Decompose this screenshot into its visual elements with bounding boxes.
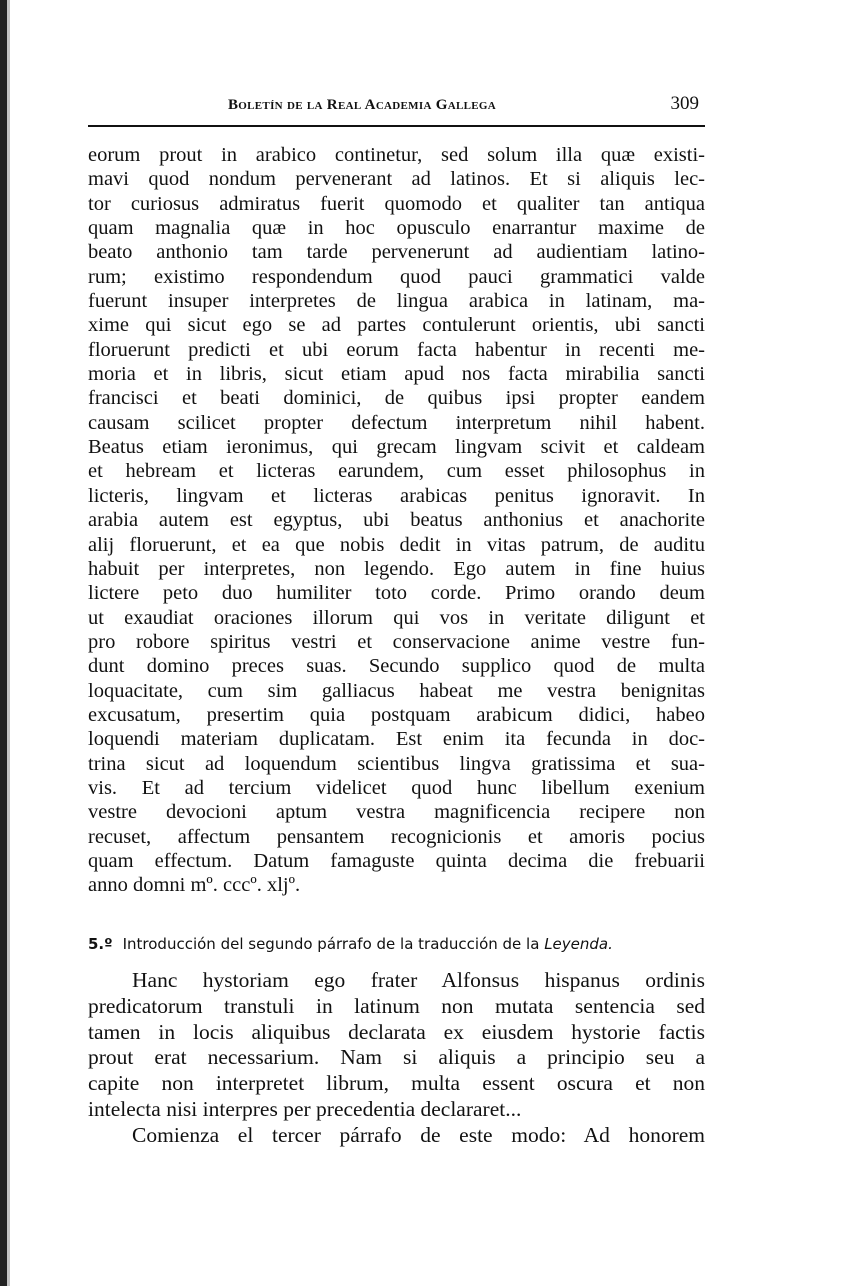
text-line: et hebream et licteras earundem, cum esset philosophus in: [88, 460, 705, 483]
text-line: loquendi materiam duplicatam. Est enim ita fecunda in doc-: [88, 728, 705, 751]
text-line: francisci et beati dominici, de quibus ipsi propter eandem: [88, 387, 705, 410]
text-line: ut exaudiat oraciones illorum qui vos in veritate diligunt et: [88, 606, 705, 629]
text-line: pro robore spiritus vestri et conservacione anime vestre fun-: [88, 630, 705, 653]
text-line: quam magnalia quæ in hoc opusculo enarrantur maxime de: [88, 217, 705, 240]
section-number: 5.º: [88, 935, 113, 953]
text-line: loquacitate, cum sim galliacus habeat me vestra benignitas: [88, 679, 705, 702]
text-line: tor curiosus admiratus fuerit quomodo et qualiter tan antiqua: [88, 192, 705, 215]
text-line: excusatum, presertim quia postquam arabicum didici, habeo: [88, 703, 705, 726]
text-line: tamen in locis aliquibus declarata ex eiusdem hystorie factis: [88, 1019, 705, 1044]
header-rule: [88, 125, 705, 127]
text-line: intelecta nisi interpres per precedentia declararet...: [88, 1096, 522, 1121]
text-line: habuit per interpretes, non legendo. Ego autem in fine huius: [88, 557, 705, 580]
text-line: quam effectum. Datum famaguste quinta decima die frebuarii: [88, 849, 705, 872]
text-line: vestre devocioni aptum vestra magnificencia recipere non: [88, 801, 705, 824]
section-title: Introducción del segundo párrafo de la traducción de la: [122, 935, 545, 953]
paragraph-1: [88, 143, 705, 898]
text-line: causam scilicet propter defectum interpretum nihil habent.: [88, 411, 705, 434]
text-line: floruerunt predicti et ubi eorum facta habentur in recenti me-: [88, 338, 705, 361]
text-line: dunt domino preces suas. Secundo supplico quod de multa: [88, 655, 705, 678]
text-line: rum; existimo respondendum quod pauci grammatici valde: [88, 265, 705, 288]
text-line: moria et in libris, sicut etiam apud nos facta mirabilia sancti: [88, 363, 705, 386]
text-line: Comienza el tercer párrafo de este modo: Ad honorem: [132, 1122, 705, 1147]
text-line: anno domni mº. cccº. xljº.: [88, 874, 301, 897]
page-number: 309: [670, 93, 699, 114]
text-line: licteris, lingvam et licteras arabicas penitus ignoravit. In: [88, 484, 705, 507]
text-line: recuset, affectum pensantem recognicionis et amoris pocius: [88, 825, 705, 848]
section-heading: [88, 935, 613, 953]
scan-edge: [0, 0, 7, 1286]
running-title: Boletín de la Real Academia Gallega: [228, 97, 496, 113]
text-line: mavi quod nondum pervenerant ad latinos. Et si aliquis lec-: [88, 168, 705, 191]
text-line: prout erat necessarium. Nam si aliquis a principio seu a: [88, 1045, 705, 1070]
text-line: beato anthonio tam tarde pervenerunt ad audientiam latino-: [88, 241, 705, 264]
page-header: [88, 93, 705, 123]
text-line: capite non interpretet librum, multa essent oscura et non: [88, 1071, 705, 1096]
text-line: eorum prout in arabico continetur, sed solum illa quæ existi-: [88, 144, 705, 166]
text-line: predicatorum transtuli in latinum non mutata sentencia sed: [88, 993, 705, 1018]
text-line: arabia autem est egyptus, ubi beatus anthonius et anachorite: [88, 509, 705, 532]
text-line: trina sicut ad loquendum scientibus lingva gratissima et sua-: [88, 752, 705, 775]
text-line: lictere peto duo humiliter toto corde. Primo orando deum: [88, 582, 705, 605]
text-line: Hanc hystoriam ego frater Alfonsus hispanus ordinis: [132, 968, 705, 992]
text-line: fuerunt insuper interpretes de lingua arabica in latinam, ma-: [88, 290, 705, 313]
paragraph-2: [88, 968, 705, 1149]
section-title-italic: Leyenda.: [544, 935, 613, 953]
text-line: alij floruerunt, et ea que nobis dedit in vitas patrum, de auditu: [88, 533, 705, 556]
scan-edge-shadow: [7, 0, 10, 1286]
text-line: Beatus etiam ieronimus, qui grecam lingvam scivit et caldeam: [88, 436, 705, 459]
text-line: vis. Et ad tercium videlicet quod hunc libellum exenium: [88, 776, 705, 799]
text-line: xime qui sicut ego se ad partes contulerunt orientis, ubi sancti: [88, 314, 705, 337]
